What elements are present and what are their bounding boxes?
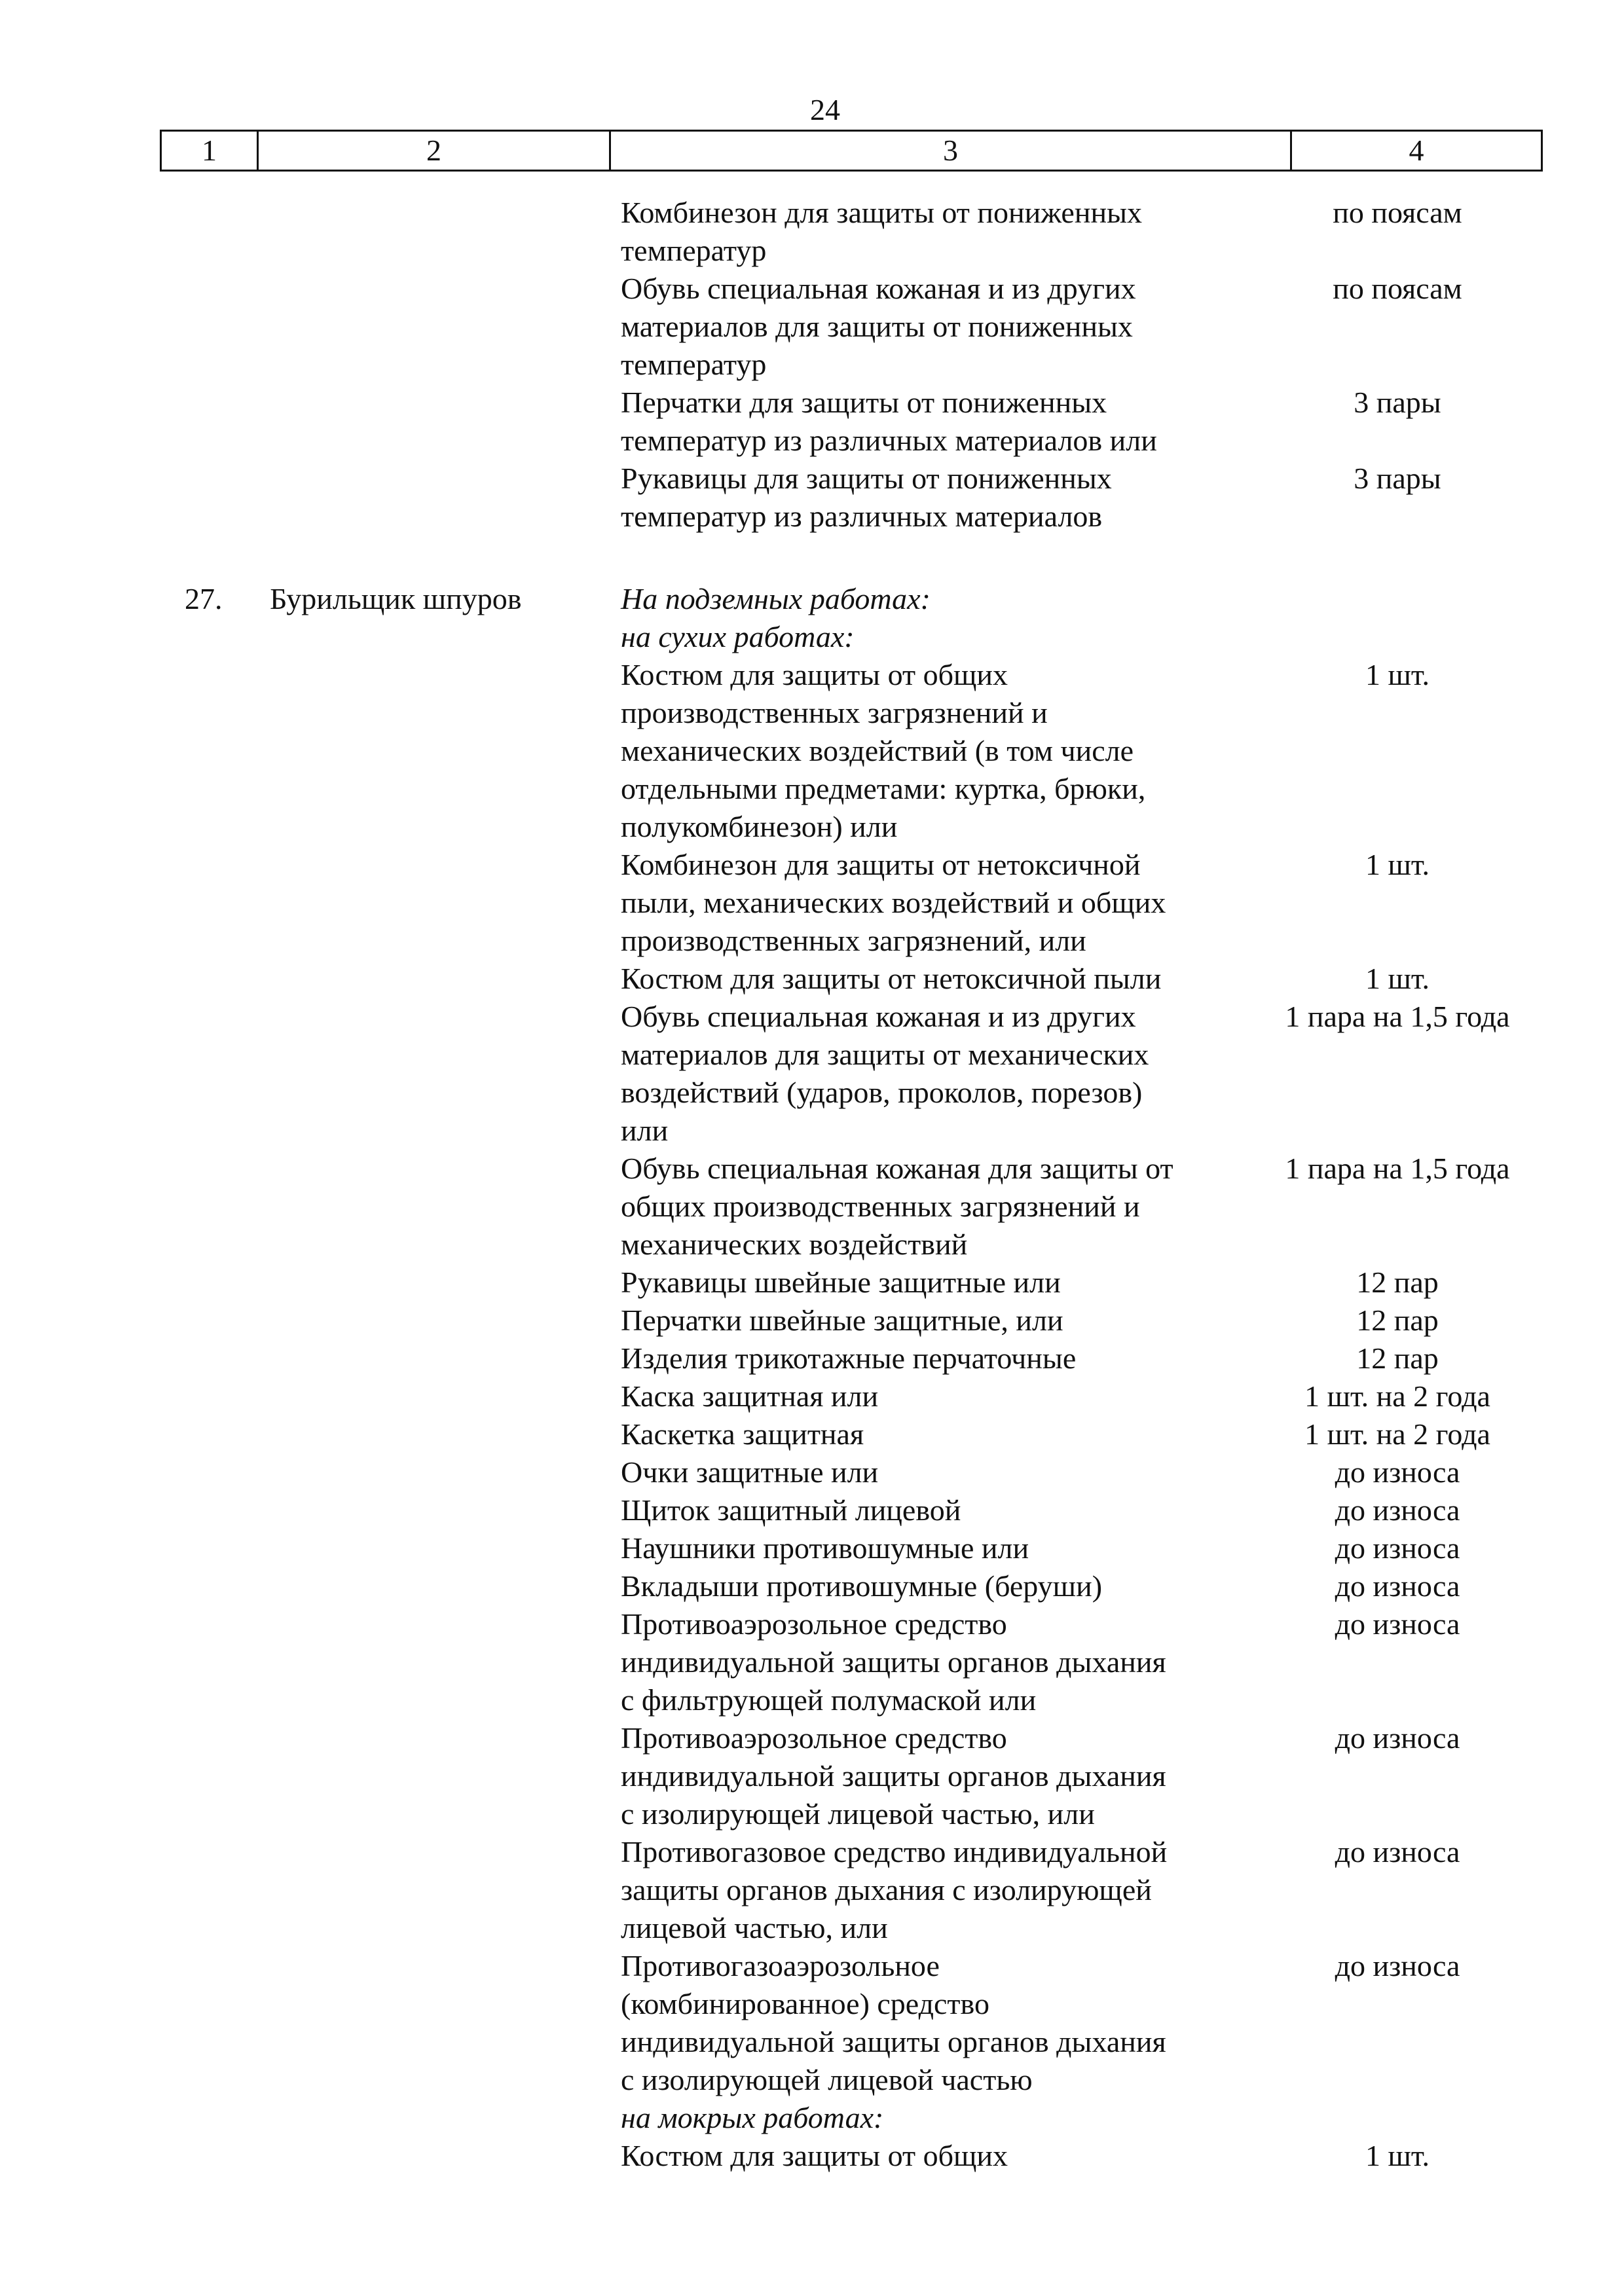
item-description xyxy=(621,1453,1249,1491)
table-row xyxy=(0,1302,1624,1339)
item-line: Наушники противошумные или xyxy=(621,1531,1029,1565)
item-norm: по поясам xyxy=(1333,272,1462,305)
item-norm: 12 пар xyxy=(1356,1341,1439,1375)
table-row xyxy=(0,1377,1624,1415)
item-line: материалов для защиты от механических xyxy=(621,1038,1149,1071)
item-line: Каскетка защитная xyxy=(621,1417,864,1451)
header-col-3: 3 xyxy=(611,132,1292,170)
item-line: Противоаэрозольное средство xyxy=(621,1607,1007,1641)
item-description xyxy=(621,1605,1249,1719)
item-norm: 1 шт. на 2 года xyxy=(1304,1379,1490,1413)
item-line: температур из различных материалов или xyxy=(621,424,1157,457)
item-description xyxy=(621,846,1249,960)
item-norm: 1 шт. xyxy=(1365,658,1430,691)
table-row xyxy=(0,1833,1624,1947)
item-description xyxy=(621,460,1249,536)
item-line: Костюм для защиты от общих xyxy=(621,658,1008,691)
item-description xyxy=(621,1491,1249,1529)
item-line: Обувь специальная кожаная и из других xyxy=(621,1000,1136,1033)
section-row xyxy=(0,2099,1624,2137)
table-row xyxy=(0,846,1624,960)
item-description xyxy=(621,998,1249,1150)
profession-name: Бурильщик шпуров xyxy=(270,582,522,615)
item-description xyxy=(621,960,1249,998)
item-line: Комбинезон для защиты от пониженных xyxy=(621,196,1142,229)
item-norm: до износа xyxy=(1335,1531,1460,1565)
table-row xyxy=(0,1415,1624,1453)
table-row xyxy=(0,960,1624,998)
item-line: Каска защитная или xyxy=(621,1379,879,1413)
item-line: Костюм для защиты от нетоксичной пыли xyxy=(621,962,1162,995)
table-row xyxy=(0,1605,1624,1719)
item-norm: до износа xyxy=(1335,1835,1460,1868)
item-norm: 1 шт. на 2 года xyxy=(1304,1417,1490,1451)
table-header xyxy=(160,130,1543,172)
item-line: индивидуальной защиты органов дыхания xyxy=(621,1645,1166,1679)
item-line: Очки защитные или xyxy=(621,1455,879,1489)
item-description xyxy=(621,1719,1249,1833)
header-col-4: 4 xyxy=(1409,134,1424,167)
section-heading: На подземных работах: xyxy=(621,582,931,615)
item-description xyxy=(621,270,1249,384)
item-line: Изделия трикотажные перчаточные xyxy=(621,1341,1077,1375)
item-norm: 3 пары xyxy=(1354,386,1441,419)
item-description xyxy=(621,1302,1249,1339)
item-line: температур xyxy=(621,234,767,267)
item-line: с изолирующей лицевой частью, или xyxy=(621,1797,1095,1831)
item-line: индивидуальной защиты органов дыхания xyxy=(621,2025,1166,2058)
item-line: температур из различных материалов xyxy=(621,500,1103,533)
section-row xyxy=(0,580,1624,618)
table-row xyxy=(0,1529,1624,1567)
table-row xyxy=(0,656,1624,846)
item-norm: 1 пара на 1,5 года xyxy=(1285,1152,1510,1185)
item-norm: 12 пар xyxy=(1356,1266,1439,1299)
item-description xyxy=(621,1339,1249,1377)
item-description xyxy=(621,1567,1249,1605)
item-description xyxy=(621,1264,1249,1302)
table-row xyxy=(0,1264,1624,1302)
section-heading: на сухих работах: xyxy=(621,620,855,653)
item-norm: 3 пары xyxy=(1354,462,1441,495)
item-line: полукомбинезон) или xyxy=(621,810,898,843)
header-col-1: 1 xyxy=(162,132,259,170)
table-row xyxy=(0,1453,1624,1491)
item-description xyxy=(621,194,1249,270)
page-number: 24 xyxy=(810,93,840,126)
item-norm: до износа xyxy=(1335,1607,1460,1641)
item-description xyxy=(621,1833,1249,1947)
item-line: механических воздействий (в том числе xyxy=(621,734,1134,767)
item-norm: 1 шт. xyxy=(1365,848,1430,881)
table-row xyxy=(0,1150,1624,1264)
table-row xyxy=(0,194,1624,270)
item-line: с фильтрующей полумаской или xyxy=(621,1683,1037,1717)
item-line: Щиток защитный лицевой xyxy=(621,1493,961,1527)
item-description xyxy=(621,1150,1249,1264)
item-description xyxy=(621,1529,1249,1567)
item-line: Комбинезон для защиты от нетоксичной xyxy=(621,848,1141,881)
item-line: Рукавицы швейные защитные или xyxy=(621,1266,1061,1299)
table-row xyxy=(0,384,1624,460)
item-line: воздействий (ударов, проколов, порезов) xyxy=(621,1076,1143,1109)
table-row xyxy=(0,1567,1624,1605)
item-norm: по поясам xyxy=(1333,196,1462,229)
item-line: Противогазоаэрозольное xyxy=(621,1949,940,1982)
item-line: Противогазовое средство индивидуальной xyxy=(621,1835,1168,1868)
table-row xyxy=(0,270,1624,384)
item-line: лицевой частью, или xyxy=(621,1911,888,1944)
item-line: производственных загрязнений, или xyxy=(621,924,1086,957)
item-line: механических воздействий xyxy=(621,1228,968,1261)
item-line: Вкладыши противошумные (беруши) xyxy=(621,1569,1103,1603)
item-description xyxy=(621,1947,1249,2099)
item-description xyxy=(621,656,1249,846)
table-row xyxy=(0,460,1624,536)
item-line: пыли, механических воздействий и общих xyxy=(621,886,1166,919)
table-row xyxy=(0,1339,1624,1377)
item-norm: 1 шт. xyxy=(1365,962,1430,995)
item-description xyxy=(621,1415,1249,1453)
table-row xyxy=(0,998,1624,1150)
item-norm: 1 пара на 1,5 года xyxy=(1285,1000,1510,1033)
item-line: с изолирующей лицевой частью xyxy=(621,2063,1033,2096)
item-norm: до износа xyxy=(1335,1569,1460,1603)
table-row xyxy=(0,2137,1624,2175)
item-line: (комбинированное) средство xyxy=(621,1987,989,2020)
item-norm: 12 пар xyxy=(1356,1303,1439,1337)
item-line: общих производственных загрязнений и xyxy=(621,1190,1140,1223)
item-line: материалов для защиты от пониженных xyxy=(621,310,1133,343)
item-line: или xyxy=(621,1114,669,1147)
item-norm: до износа xyxy=(1335,1493,1460,1527)
item-description xyxy=(621,2137,1249,2175)
item-line: индивидуальной защиты органов дыхания xyxy=(621,1759,1166,1793)
item-line: Перчатки швейные защитные, или xyxy=(621,1303,1063,1337)
table-row xyxy=(0,1719,1624,1833)
table-row xyxy=(0,1947,1624,2099)
item-description xyxy=(621,384,1249,460)
item-line: Костюм для защиты от общих xyxy=(621,2139,1008,2172)
item-norm: до износа xyxy=(1335,1949,1460,1982)
item-line: температур xyxy=(621,348,767,381)
item-line: Обувь специальная кожаная и из других xyxy=(621,272,1136,305)
item-norm: до износа xyxy=(1335,1721,1460,1755)
item-line: Перчатки для защиты от пониженных xyxy=(621,386,1107,419)
item-line: Противоаэрозольное средство xyxy=(621,1721,1007,1755)
item-norm: 1 шт. xyxy=(1365,2139,1430,2172)
table-row xyxy=(0,1491,1624,1529)
item-line: производственных загрязнений и xyxy=(621,696,1048,729)
section-row xyxy=(0,618,1624,656)
item-line: Рукавицы для защиты от пониженных xyxy=(621,462,1112,495)
item-description xyxy=(621,1377,1249,1415)
row-spacer xyxy=(0,536,1624,580)
header-col-2: 2 xyxy=(259,132,611,170)
item-norm: до износа xyxy=(1335,1455,1460,1489)
section-heading: на мокрых работах: xyxy=(621,2101,884,2134)
item-line: Обувь специальная кожаная для защиты от xyxy=(621,1152,1173,1185)
item-line: отдельными предметами: куртка, брюки, xyxy=(621,772,1146,805)
entry-number: 27. xyxy=(185,582,223,615)
item-line: защиты органов дыхания с изолирующей xyxy=(621,1873,1152,1906)
table-body xyxy=(0,194,1624,2175)
